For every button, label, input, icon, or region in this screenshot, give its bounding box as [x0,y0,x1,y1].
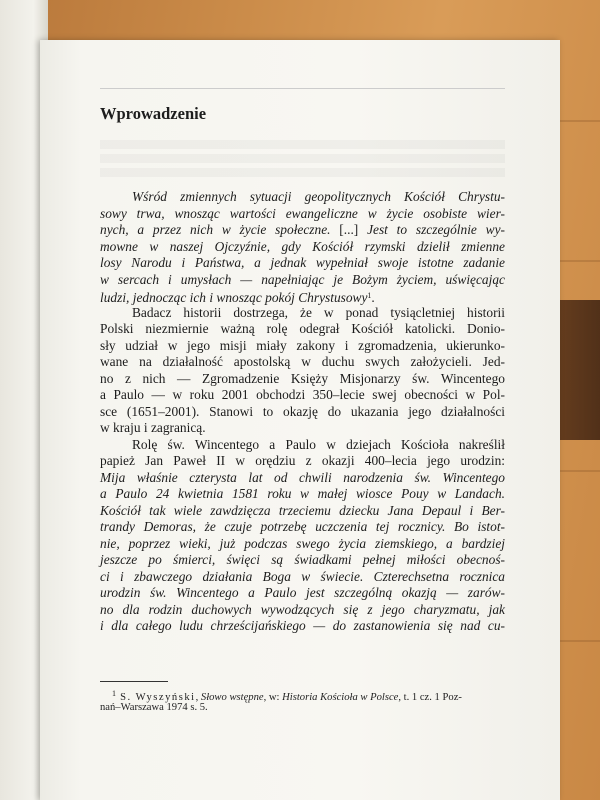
section-heading: Wprowadzenie [100,104,207,123]
text-line [132,189,505,205]
text-line [100,387,505,403]
footnote-line [100,701,520,714]
text-line [100,536,505,552]
text-line [100,288,505,306]
bleed-through-text [100,140,505,178]
text-run: i dla całego ludu chrześcijańskiego — do zastanowienia się nad cu- [100,618,505,633]
text-line [100,272,505,288]
footnote-run: Historia Kościoła w Polsce [282,692,399,703]
text-line [100,552,505,568]
text-line [100,420,505,436]
text-run: a Paulo 24 kwietnia 1581 roku w małej wiosce Pouy w Landach. [100,486,505,501]
text-run: w sercach i umysłach — napełniając je Bożym życiem, uświęcając [100,271,505,287]
text-run: wane na działalność apostolską w duchu swych założycieli. Jed- [100,354,505,369]
text-run: Polski niezmiernie ważną rolę odegrał Kościół katolicki. Donio- [100,321,505,336]
running-head [100,78,505,89]
text-run: Jest to szczególnie wy- [367,222,505,237]
text-run: papież Jan Paweł II w orędziu z okazji 400–lecia jego urodzin: [100,453,505,468]
text-run: no z nich — Zgromadzenie Księży Misjonarzy św. Wincentego [100,370,505,386]
footnote-run: S. Wyszyński [116,692,196,703]
text-line [100,486,505,502]
text-run: Mija właśnie czterysta lat od chwili narodzenia św. Wincentego [100,469,505,485]
text-run: Kościół tak wiele zawdzięcza trzeciemu dziecku Jana Depaul i Ber- [100,502,505,518]
text-line [100,404,505,420]
text-line [100,338,505,354]
text-line [100,585,505,601]
footnote-run: , w: [263,692,283,703]
text-run: nie, poprzez wieki, już podczas swego życia ziemskiego, a bardziej [100,535,505,551]
text-run: ci i zbawczego działania Boga w świecie. Czterechsetna rocznica [100,568,505,584]
text-line [100,354,505,370]
text-run: urodzin św. Wincentego a Paulo jest szczególną okazją — zarów- [100,585,505,600]
text-line [132,437,505,453]
footnote-run: , t. 1 cz. 1 Poz- [398,692,462,703]
text-run: no dla rodzin duchowych wywodzących się z jego charyzmatu, jak [100,601,505,617]
text-run: sowy trwa, wnosząc wartości ewangeliczne w życie osobiste wier- [100,205,505,221]
text-line [132,305,505,321]
text-run: a Paulo — w roku 2001 obchodzi 350–lecie swej obecności w Pol- [100,387,505,402]
text-line [100,321,505,337]
text-line [100,453,505,469]
text-run: ludzi, jednocząc ich i wnosząc pokój Chrystusowy [100,290,368,305]
text-line [100,222,505,238]
text-line [100,470,505,486]
text-line [100,569,505,585]
text-run: Wśród zmiennych sytuacji geopolitycznych Kościół Chrystu- [132,189,505,204]
text-run: losy Narodu i Państwa, a jednak wypełniał swoje istotne zadanie [100,255,505,270]
footnote-run: Słowo wstępne [200,692,264,703]
text-line [100,618,505,634]
text-run: sce (1651–2001). Stanowi to okazję do ukazania jego działalności [100,403,505,419]
text-run: . [371,290,375,305]
footnote-run: nań–Warszawa 1974 s. 5. [100,701,208,713]
footnote-run: , [195,692,201,703]
text-line [100,206,505,222]
text-run: Rolę św. Wincentego a Paulo w dziejach Kościoła nakreślił [132,436,505,452]
text-run: trandy Demoras, że czuje potrzebę uczczenia tej rocznicy. Bo istot- [100,519,505,534]
text-line [100,371,505,387]
text-run: Badacz historii dostrzega, że w ponad tysiącletniej historii [132,304,505,320]
text-line [100,503,505,519]
text-run: jeszcze po śmierci, święci są świadkami pełnej miłości obecnoś- [100,552,505,567]
text-line [100,602,505,618]
text-run: [...] [339,222,368,237]
footnote-rule [100,681,168,682]
footnote-number: 1 [112,689,116,698]
text-line [100,519,505,535]
text-line [100,239,505,255]
text-line [100,255,505,271]
footnote-marker: 1 [367,291,372,300]
text-run: sły udział w jego misji miały zakony i zgromadzenia, ukierunko- [100,337,505,353]
text-run: nych, a przez nich w życie społeczne. [100,222,340,237]
text-run: mowne w naszej Ojczyźnie, gdy Kościół rzymski dzielił zmienne [100,238,505,254]
text-run: w kraju i zagranicą. [100,420,206,435]
